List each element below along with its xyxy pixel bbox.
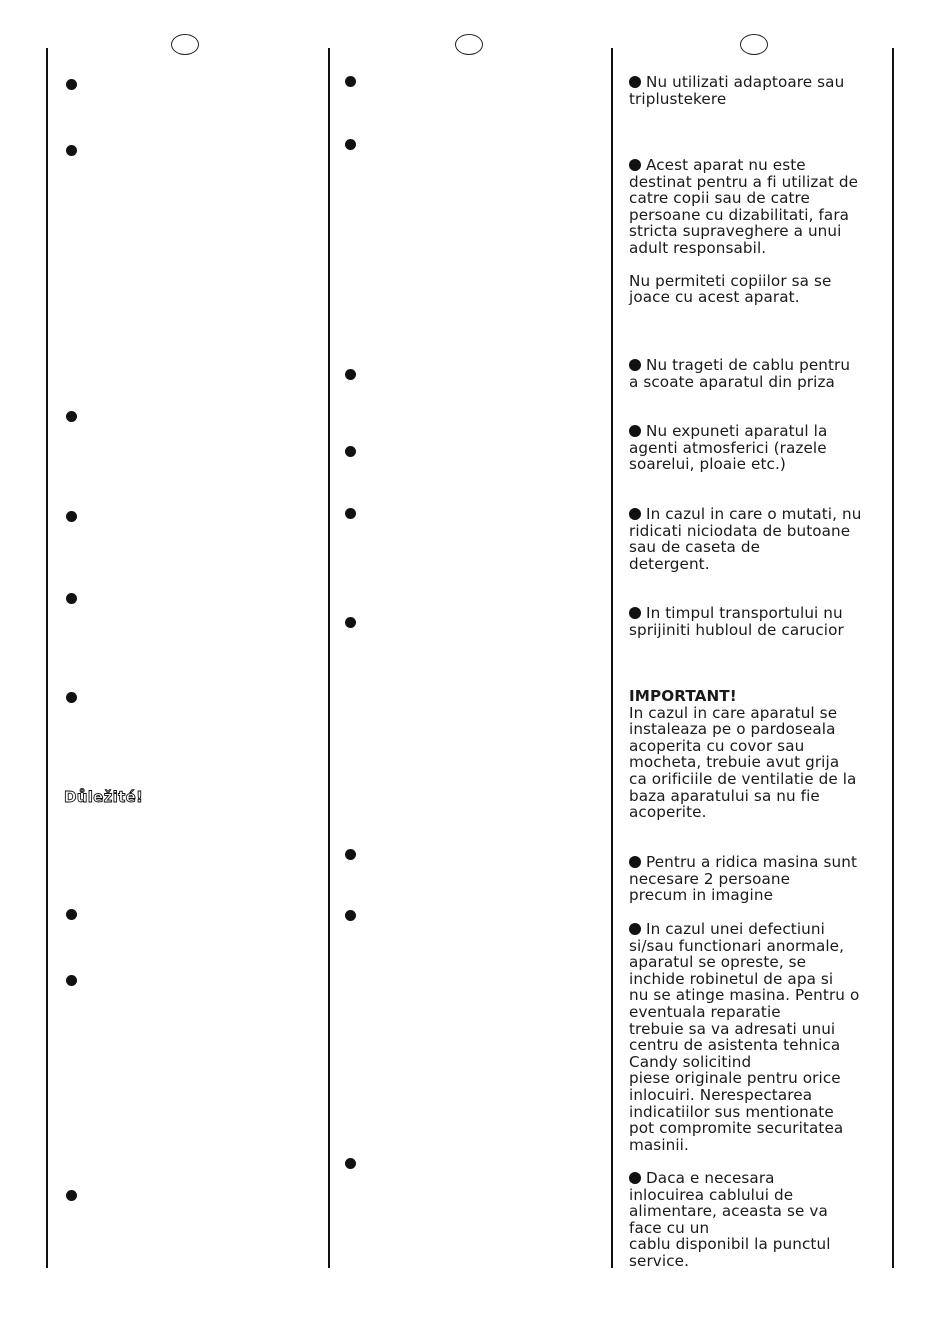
item-weather: Nu expuneti aparatul la agenti atmosferici (razele soarelui, ploaie etc.) — [629, 422, 828, 474]
bullet-icon — [629, 508, 641, 520]
bullet-icon — [345, 369, 356, 380]
bullet-icon — [66, 975, 77, 986]
bullet-icon — [629, 76, 641, 88]
bullet-icon — [345, 76, 356, 87]
bullet-icon — [66, 593, 77, 604]
item-adapters: Nu utilizati adaptoare sau triplustekere — [629, 73, 845, 108]
bullet-icon — [629, 1172, 641, 1184]
bullet-icon — [345, 446, 356, 457]
bullet-icon — [345, 910, 356, 921]
item-children: Acest aparat nu este destinat pentru a fi utilizat de catre copii sau de catre persoane cu dizabilitati, fara stricta supraveghere a unui adult responsabil. Nu permiteti copiilor sa se joace cu acest aparat. — [629, 156, 859, 307]
important-label-czech: Důležité! — [64, 788, 144, 806]
column-rule-right-inner — [611, 48, 613, 1268]
bullet-icon — [629, 359, 641, 371]
bullet-icon — [66, 909, 77, 920]
bullet-icon — [66, 79, 77, 90]
column-rule-left — [46, 48, 48, 1268]
bullet-icon — [66, 511, 77, 522]
bullet-icon — [345, 508, 356, 519]
bullet-icon — [629, 856, 641, 868]
item-power-cable: Daca e necesara inlocuirea cablului de alimentare, aceasta se va face cu un cablu disponibil la punctul service. — [629, 1169, 831, 1270]
bullet-icon — [345, 139, 356, 150]
bullet-icon — [66, 692, 77, 703]
bullet-icon — [629, 607, 641, 619]
bullet-icon — [345, 1158, 356, 1169]
bullet-icon — [66, 411, 77, 422]
language-marker-left-icon — [171, 34, 199, 55]
bullet-icon — [66, 1190, 77, 1201]
item-moving: In cazul in care o mutati, nu ridicati niciodata de butoane sau de caseta de detergent. — [629, 505, 862, 573]
item-cable: Nu trageti de cablu pentru a scoate aparatul din priza — [629, 356, 851, 391]
item-lifting: Pentru a ridica masina sunt necesare 2 persoane precum in imagine — [629, 853, 857, 905]
bullet-icon — [345, 617, 356, 628]
important-heading: IMPORTANT! — [629, 687, 737, 705]
language-marker-middle-icon — [455, 34, 483, 55]
bullet-icon — [345, 849, 356, 860]
bullet-icon — [629, 923, 641, 935]
item-transport: In timpul transportului nu sprijiniti hubloul de carucior — [629, 604, 844, 639]
bullet-icon — [629, 425, 641, 437]
bullet-icon — [66, 145, 77, 156]
bullet-icon — [629, 159, 641, 171]
column-rule-middle — [328, 48, 330, 1268]
language-marker-right-icon — [740, 34, 768, 55]
item-fault: In cazul unei defectiuni si/sau functionari anormale, aparatul se opreste, se inchide robinetul de apa si nu se atinge masina. Pentru o eventuala reparatie trebuie sa va adresati unui centru de asistenta tehnica Candy solicitind piese originale pentru orice inlocuiri. Nerespectarea indicatiilor sus mentionate pot compromite securitatea masinii. — [629, 920, 860, 1154]
item-important: IMPORTANT! In cazul in care aparatul se instaleaza pe o pardoseala acoperita cu covor sau mocheta, trebuie avut grija ca orificiile de ventilatie de la baza aparatului sa nu fie acoperite. — [629, 688, 889, 821]
column-rule-right-outer — [892, 48, 894, 1268]
